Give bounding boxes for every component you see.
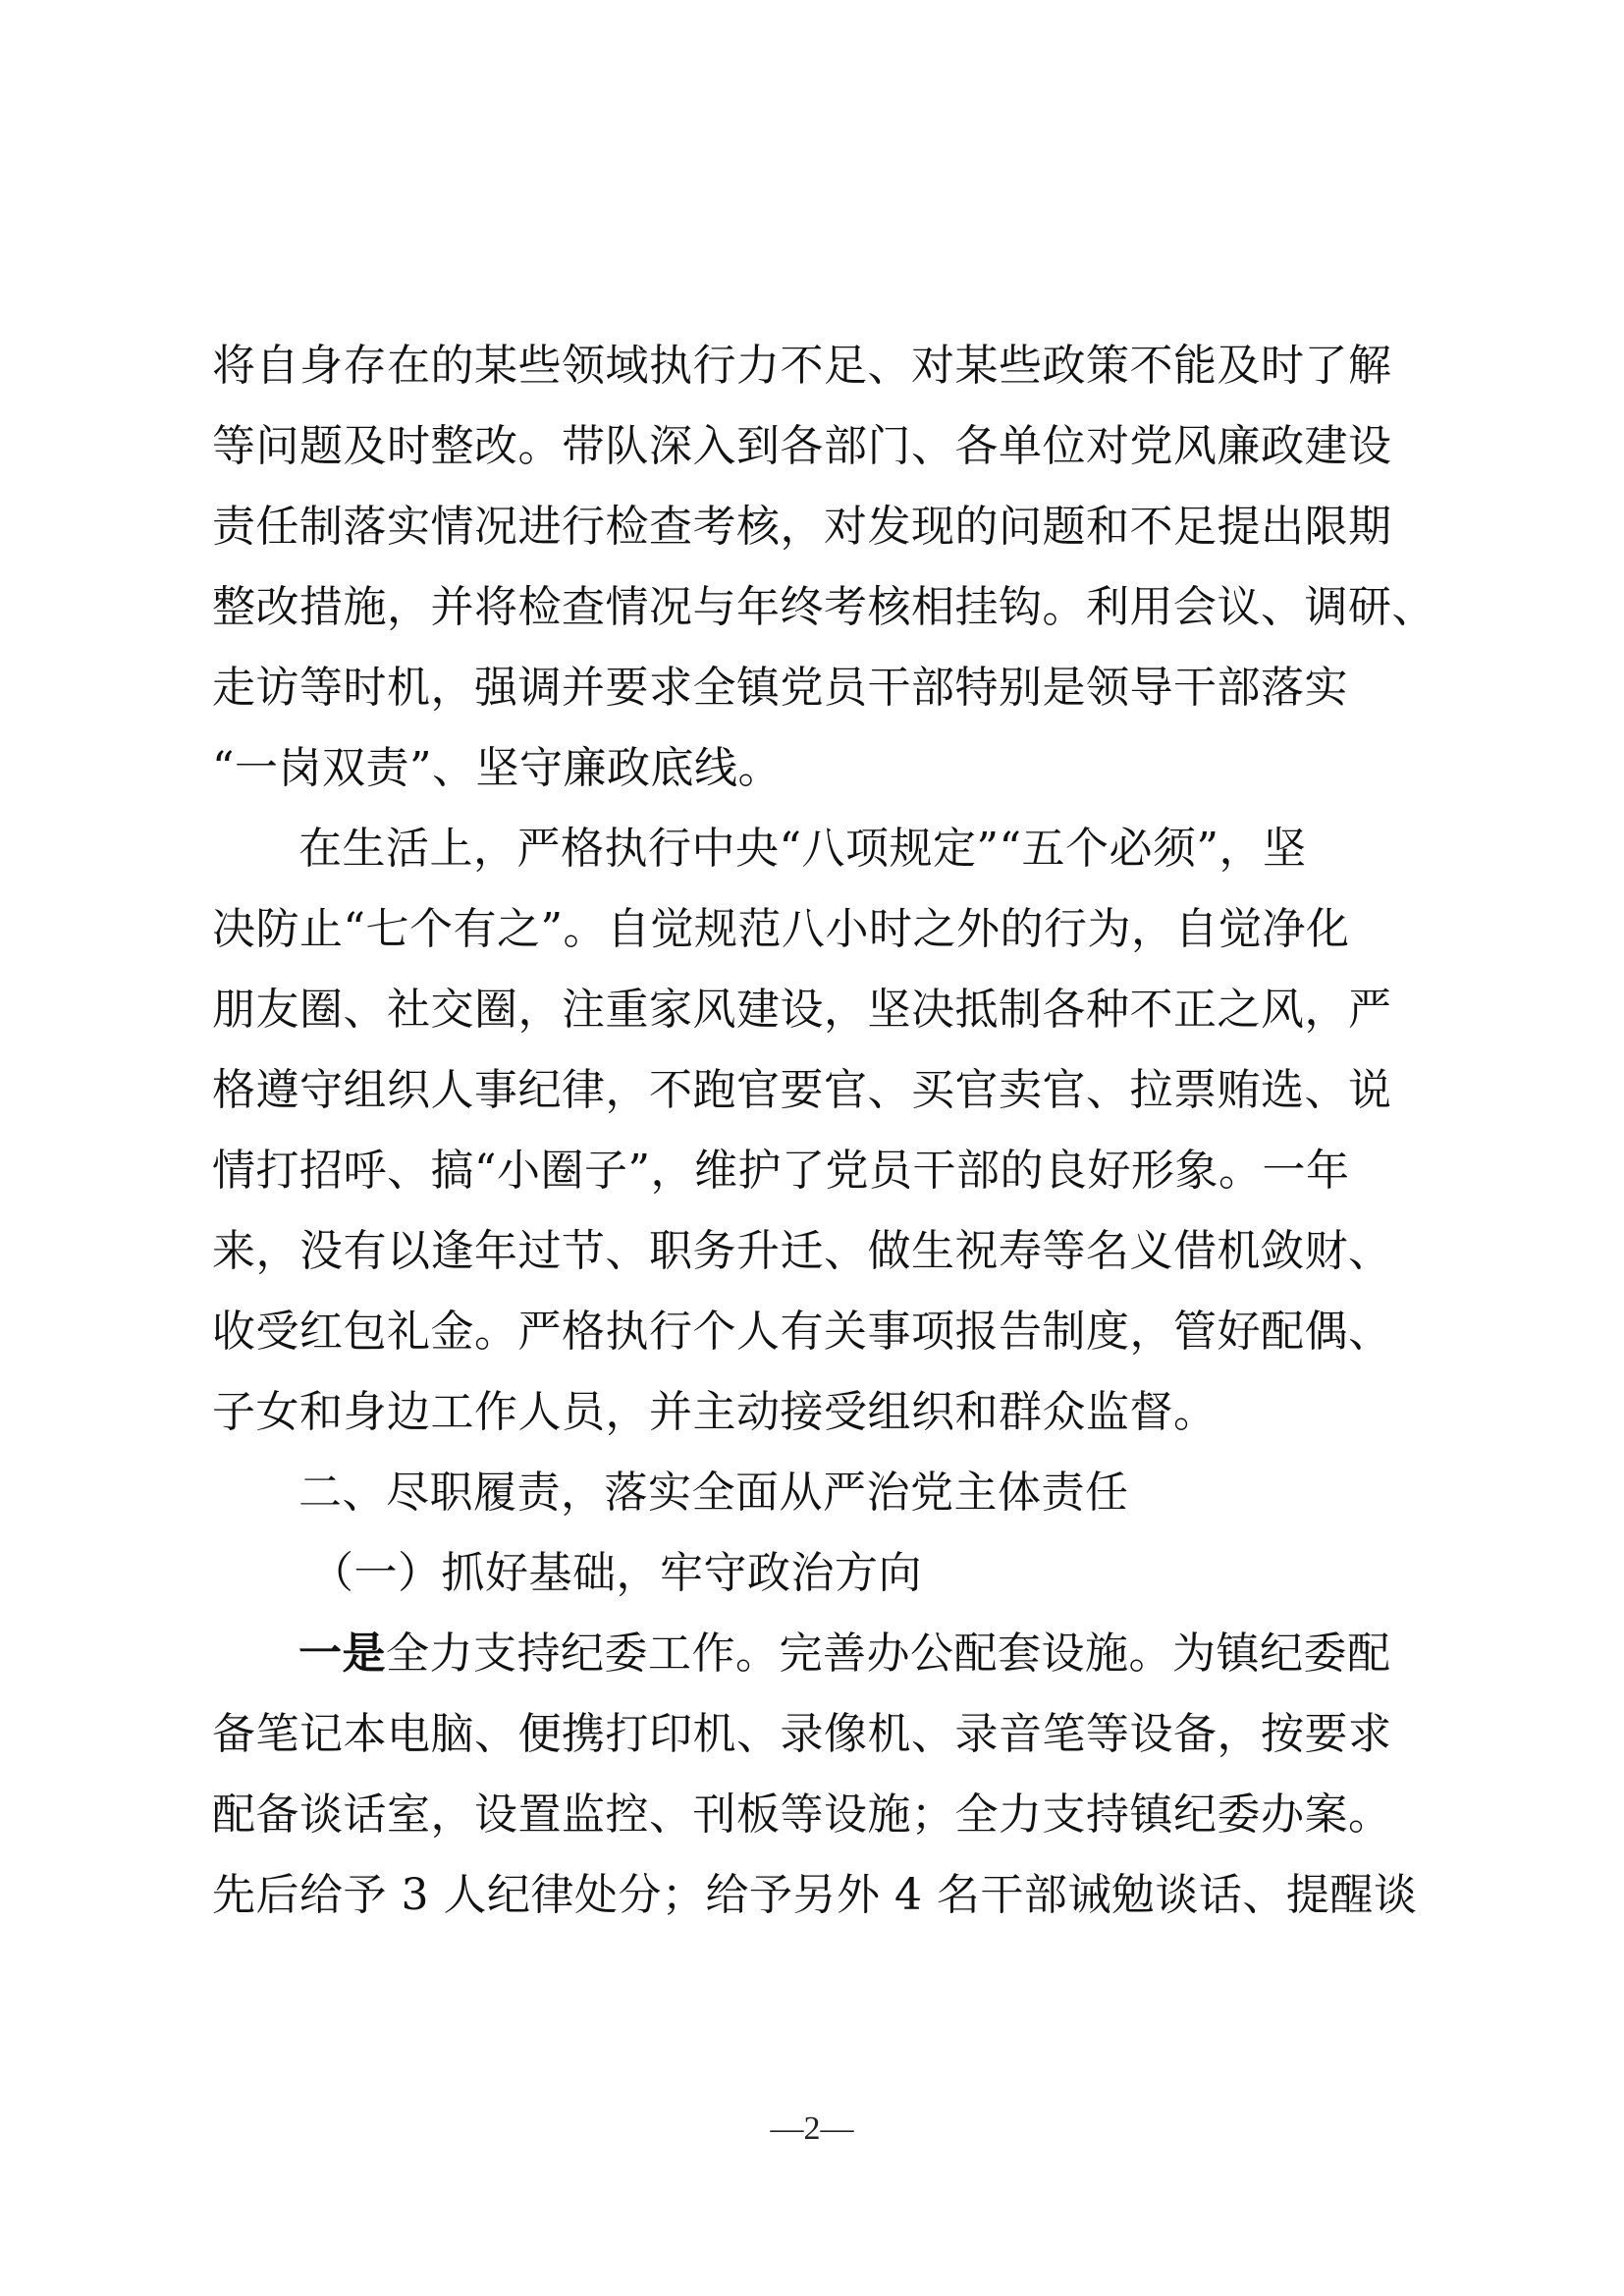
text-line: 情打招呼、搞“小圈子”，维护了党员干部的良好形象。一年 (212, 1146, 1350, 1196)
paragraph-start-line (212, 1614, 1439, 1694)
section-heading: 二、尽职履责，落实全面从严治党主体责任 (298, 1468, 1129, 1518)
subsection-heading: （一）抓好基础，牢守政治方向 (310, 1548, 922, 1598)
text-line: 配备谈话室，设置监控、刊板等设施；全力支持镇纪委办案。 (212, 1789, 1392, 1840)
text-line: 收受红包礼金。严格执行个人有关事项报告制度，管好配偶、 (212, 1307, 1392, 1357)
text-line: 走访等时机，强调并要求全镇党员干部特别是领导干部落实 (212, 663, 1348, 713)
text-line: 来，没有以逢年过节、职务升迁、做生祝寿等名义借机敛财、 (212, 1226, 1392, 1276)
text-line: 备笔记本电脑、便携打印机、录像机、录音笔等设备，按要求 (212, 1709, 1392, 1759)
text-line: 先后给予 3 人纪律处分；给予另外 4 名干部诫勉谈话、提醒谈 (212, 1870, 1418, 1920)
text-line: 决防止“七个有之”。自觉规范八小时之外的行为，自觉净化 (212, 904, 1350, 954)
document-body (212, 326, 1439, 1936)
text-line: “一岗双责”、坚守廉政底线。 (212, 743, 782, 793)
text-line: 将自身存在的某些领域执行力不足、对某些政策不能及时了解 (212, 341, 1392, 391)
page-number: —2— (770, 2110, 854, 2147)
paragraph-start-line: 在生活上，严格执行中央“八项规定”“五个必须”，坚 (298, 824, 1307, 874)
text-line: 整改措施，并将检查情况与年终考核相挂钩。利用会议、调研、 (212, 582, 1435, 632)
text-line: 责任制落实情况进行检查考核，对发现的问题和不足提出限期 (212, 502, 1392, 552)
text-line: 格遵守组织人事纪律，不跑官要官、买官卖官、拉票贿选、说 (212, 1065, 1392, 1115)
bold-lead: 一是 (298, 1629, 386, 1679)
text-line: 等问题及时整改。带队深入到各部门、各单位对党风廉政建设 (212, 421, 1392, 471)
text-line: 朋友圈、社交圈，注重家风建设，坚决抵制各种不正之风，严 (212, 985, 1392, 1035)
text-line: 子女和身边工作人员，并主动接受组织和群众监督。 (212, 1387, 1218, 1437)
text-run: 全力支持纪委工作。完善办公配套设施。为镇纪委配 (386, 1629, 1391, 1679)
